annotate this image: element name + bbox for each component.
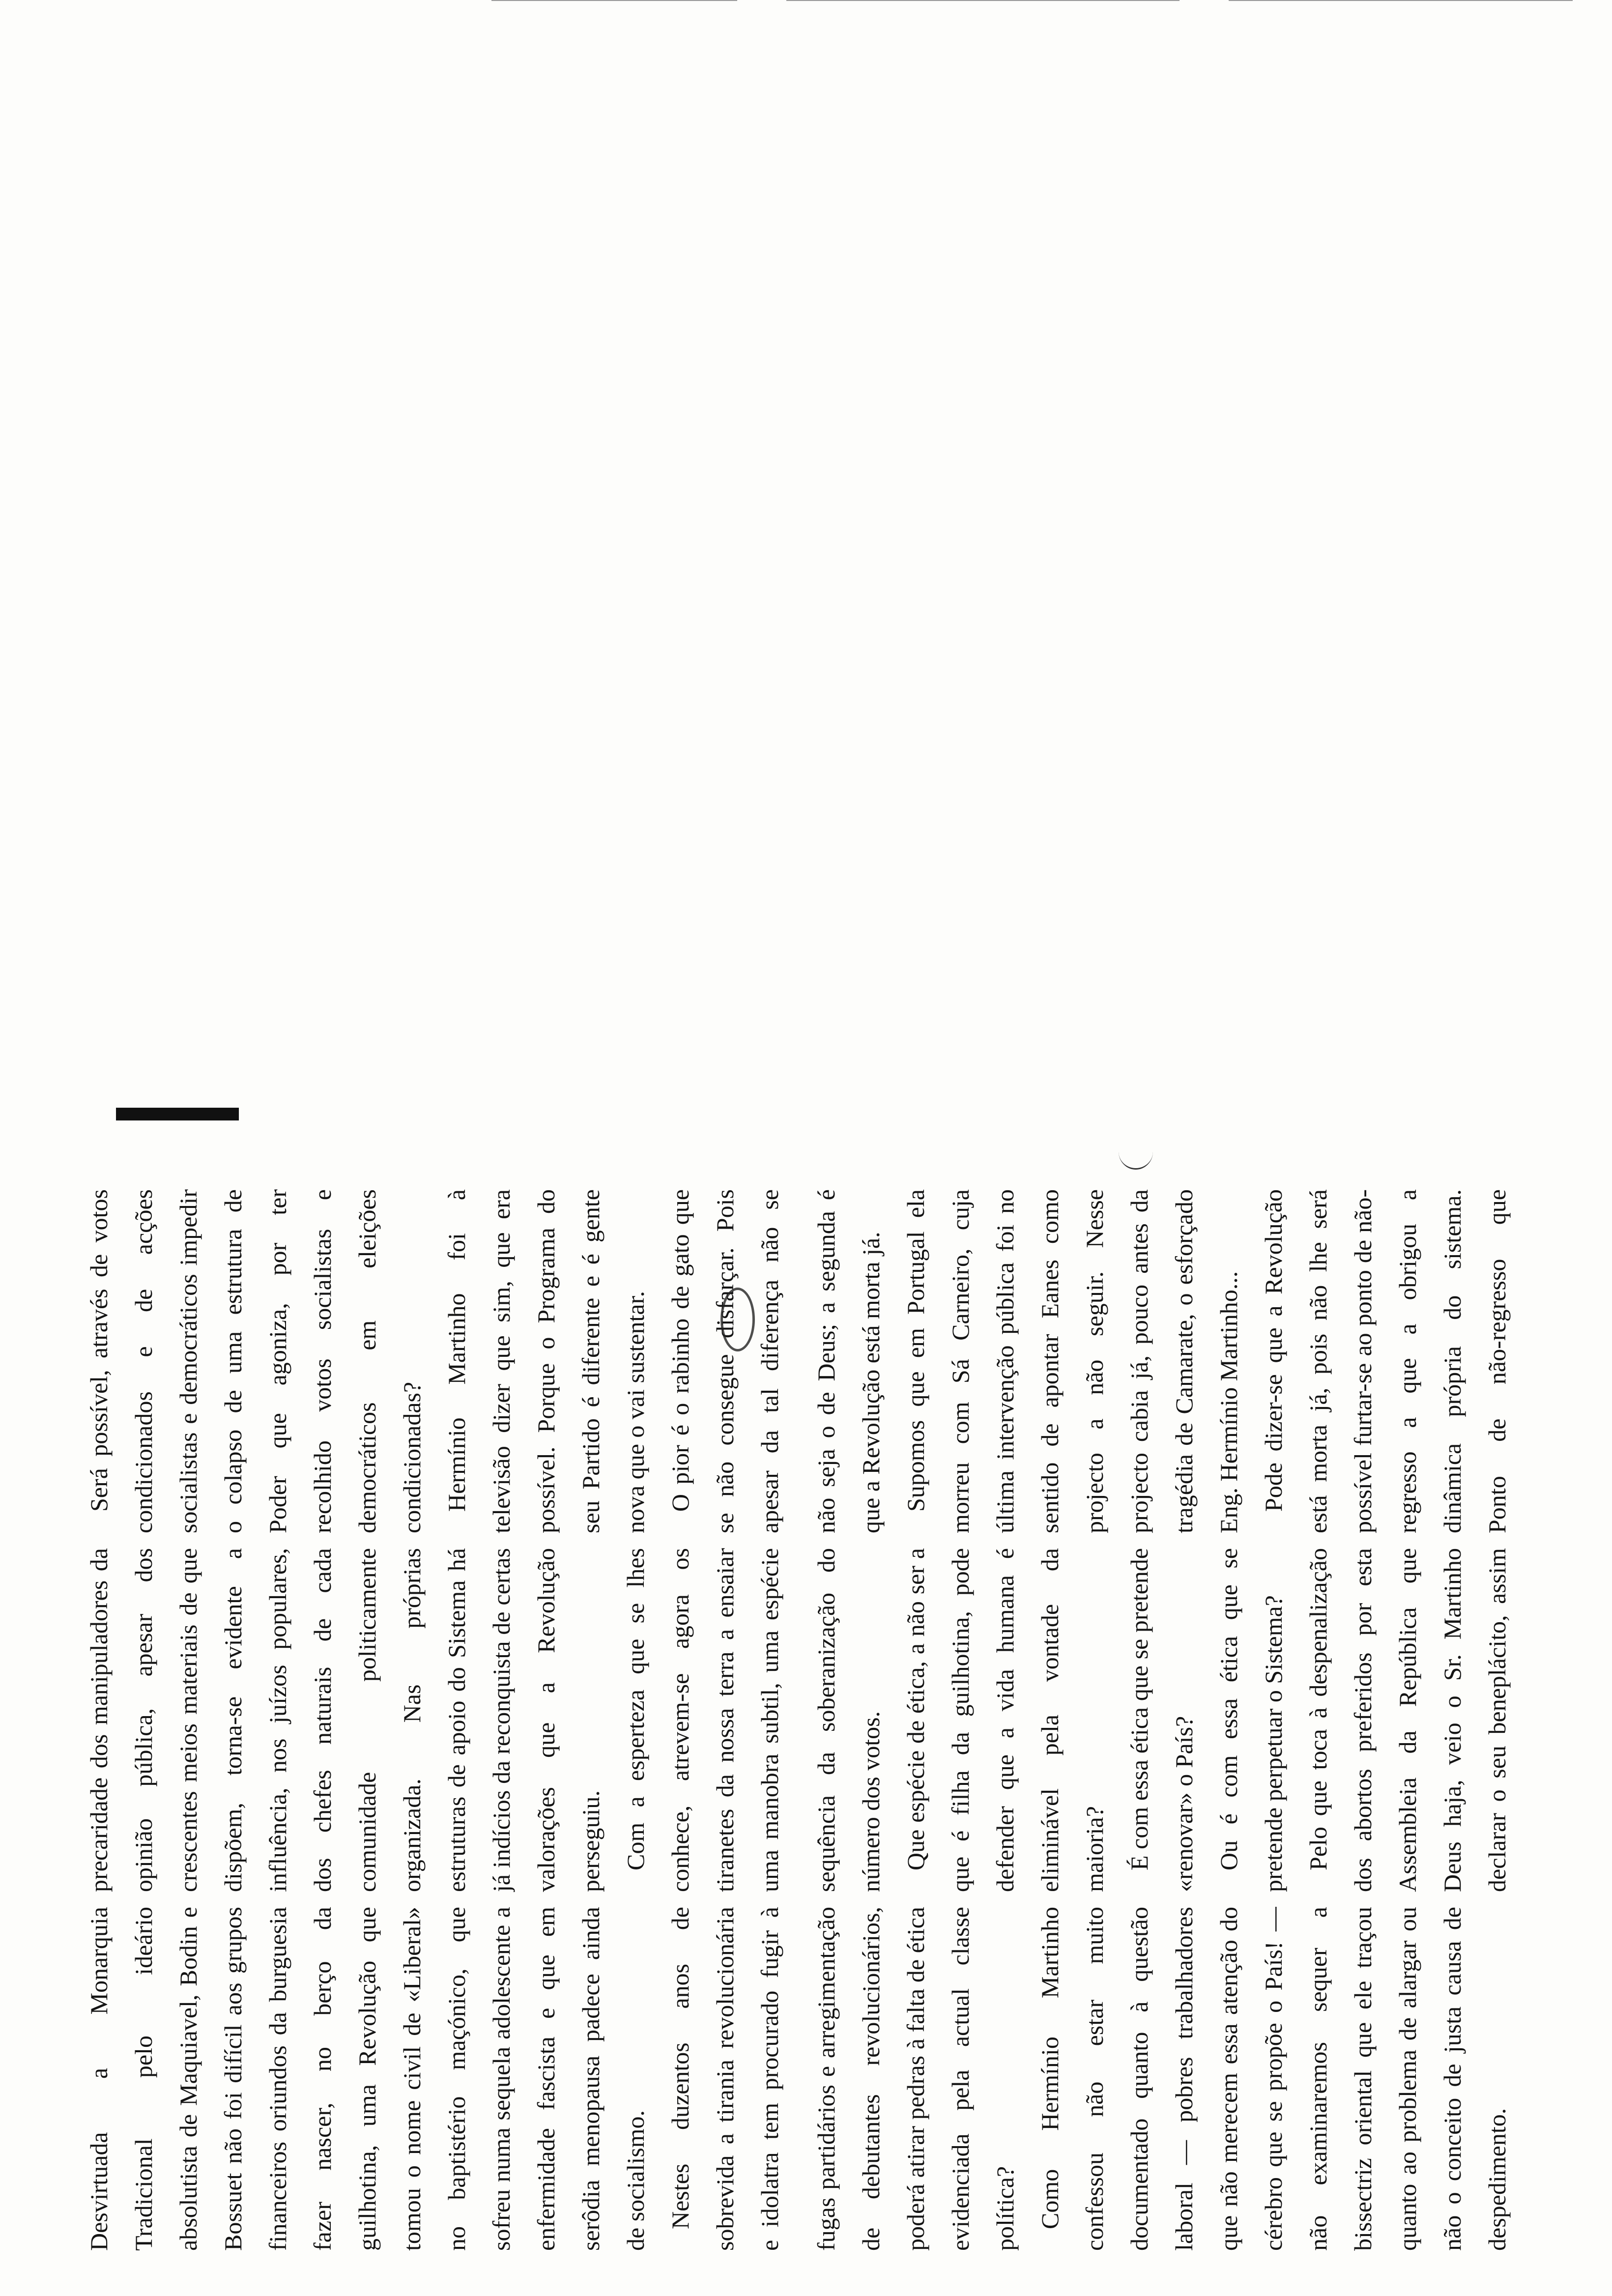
paragraph: Como Hermínio Martinho confessou não estar muito documentado quanto à questão laboral — pobres trabalhadores que não merecem essa atenção do cérebro que se propõe o País! — não examinaremos sequer a bissectriz oriental que ele traçou quanto ao problema de alargar ou não o conceito de justa causa de despedimento. (1036, 1907, 1511, 2251)
paragraph: sequência da soberanização do número dos votos. (812, 1548, 885, 1892)
paragraph: O pior é o rabinho de gato que se não consegue disfarçar. Pois apesar da tal diferença não se (666, 1189, 783, 1533)
paragraph: precaridade dos manipuladores da opinião pública, apesar dos crescentes meios materiais de que dispõem, torna-se evidente a influência, nos juízos populares, dos chefes naturais de cada comunidade politicamente organizada. Nas próprias estruturas de apoio do Sistema há já indícios da reconquista de certas valorações que a Revolução perseguiu. (85, 1548, 604, 1892)
rotated-newspaper-sheet (77, 39, 1531, 2251)
paragraph: Nestes duzentos anos de sobrevida a tirania revolucionária e idolatra tem procurado fugir à (666, 1907, 783, 2251)
paragraph: não seja o de Deus; a segunda é que a Revolução está morta já. (812, 1189, 885, 1533)
paragraph: Pode dizer-se que a Revolução está morta já, pois não lhe será possível furtar-se ao ponto de não-regresso a que a obrigou a dinâmica própria do sistema. Ponto de não-regresso que (1260, 1189, 1511, 1533)
ink-smudge (720, 1288, 755, 1351)
upper-text-band (804, 39, 1531, 2251)
paragraph: Com a esperteza que se lhes conhece, atrevem-se agora os tiranetes da nossa terra a ensaiar uma manobra subtil, uma espécie (622, 1548, 783, 1892)
article-column-6 (804, 1189, 1512, 1533)
paragraph: Hermínio Martinho foi à televisão dizer que sim, que era possível. Porque o Programa do seu Partido é diferente e é gente nova que o vai sustentar. (443, 1189, 649, 1533)
pen-mark (1119, 1134, 1153, 1170)
article-column-3 (77, 1189, 784, 1533)
lower-text-band (77, 39, 804, 2251)
paragraph: Que espécie de ética, a não ser a que é filha da guilhotina, pode defender que a vida humana é eliminável pela vontade da maioria? (902, 1548, 1108, 1892)
paragraph: Desvirtuada a Monarquia Tradicional pelo ideário absolutista de Maquiavel, Bodin e Bossuet não foi difícil aos grupos financeiros oriundos da burguesia fazer nascer, no berço da guilhotina, uma Revolução que tomou o nome civil de «Liberal» no baptistério maçónico, que sofreu numa sequela adolescente a enfermidade fascista e que em serôdia menopausa padece ainda de socialismo. (85, 1907, 649, 2251)
paragraph: Pelo que toca à despenalização dos abortos preferidos por esta Assembleia da República que Deus haja, veio o Sr. Martinho declarar o seu beneplácito, assim (1304, 1548, 1511, 1892)
paragraph: É com essa ética que se pretende «renovar» o País? (1125, 1548, 1198, 1892)
article-column-2 (77, 1548, 784, 1892)
top-edge-rule (491, 0, 737, 1)
top-edge-rule (786, 0, 1180, 1)
article-column-5 (804, 1548, 1512, 1892)
article-column-4 (804, 1907, 1512, 2251)
paragraph: fugas partidários e arregimentação de debutantes revolucionários, poderá atirar pedras à falta de ética evidenciada pela actual classe política? (812, 1907, 1019, 2251)
article-column-1 (77, 1907, 784, 2251)
paragraph: Será possível, através de votos condicionados e de acções socialistas e democráticos impedir o colapso de uma estrutura de Poder que agoniza, por ter recolhido votos socialistas e democráticos em eleições condicionadas? (85, 1189, 426, 1533)
paragraph: Ou é com essa ética que se pretende perpetuar o Sistema? (1215, 1548, 1287, 1892)
column-rule-mark (116, 1108, 239, 1120)
top-edge-rule (1229, 0, 1573, 1)
paragraph: Supomos que em Portugal ela morreu com Sá Carneiro, cuja última intervenção pública foi no sentido de apontar Eanes como projecto a não seguir. Nesse projecto cabia já, pouco antes da tragédia de Camarate, o esforçado Eng. Hermínio Martinho... (902, 1189, 1242, 1533)
